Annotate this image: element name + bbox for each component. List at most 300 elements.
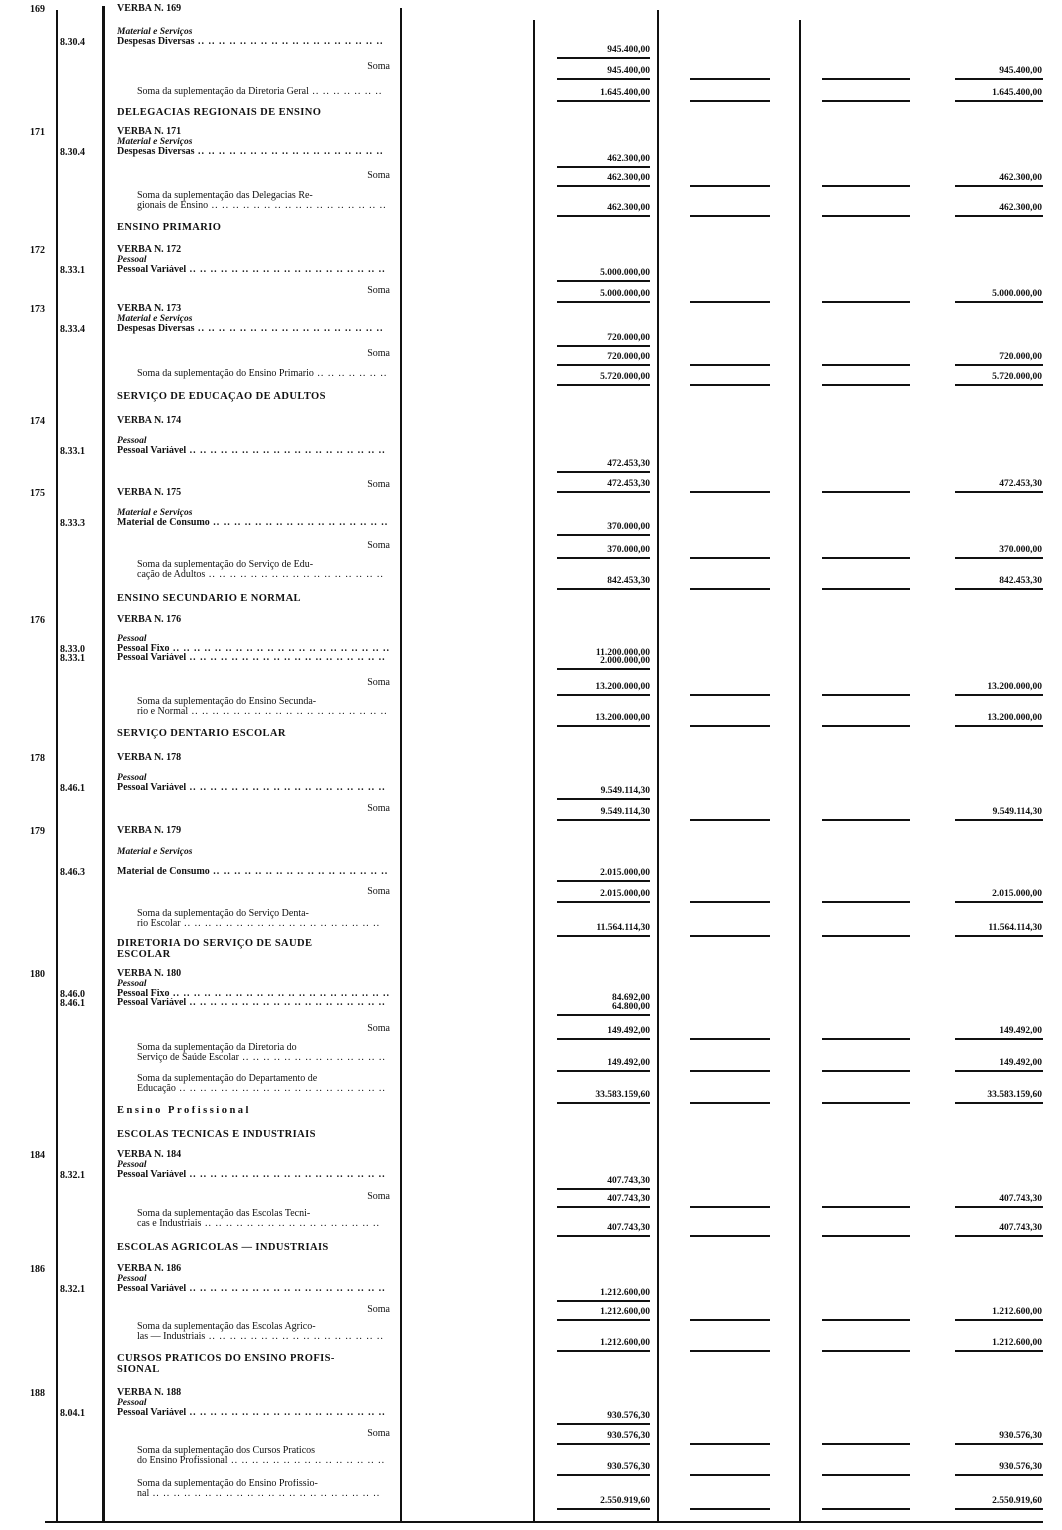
code-column-left-rule — [56, 10, 58, 1522]
description-text: ESCOLAS AGRICOLAS — INDUSTRIAIS — [117, 1242, 329, 1253]
rule — [557, 345, 650, 347]
rule — [690, 1206, 770, 1208]
amount-column-left-rule — [533, 20, 535, 1522]
verba-number: 172 — [30, 245, 45, 256]
section-title — [117, 222, 390, 233]
rule — [822, 301, 910, 303]
amount-partial: 472.453,30 — [607, 459, 650, 469]
amount-partial: 930.576,30 — [607, 1431, 650, 1441]
rule — [822, 491, 910, 493]
amount-total: 462.300,00 — [999, 203, 1042, 213]
description-text: Pessoal — [117, 634, 147, 644]
soma-label — [117, 62, 390, 72]
rule — [690, 819, 770, 821]
total-label — [137, 909, 390, 929]
description-text: Pessoal — [117, 255, 147, 265]
verba-number: 175 — [30, 488, 45, 499]
total-label — [137, 369, 390, 379]
rule — [955, 491, 1043, 493]
soma-label — [117, 1024, 390, 1034]
section-title — [117, 728, 390, 739]
description-text: VERBA N. 171 — [117, 127, 182, 137]
rule — [955, 819, 1043, 821]
rule — [955, 1443, 1043, 1445]
amount-partial: 9.549.114,30 — [600, 786, 650, 796]
verba-heading — [117, 1150, 390, 1160]
rule — [822, 1235, 910, 1237]
verba-number: 180 — [30, 969, 45, 980]
verba-heading — [117, 615, 390, 625]
amount-partial: 2.000.000,00 — [600, 656, 650, 666]
rule — [557, 880, 650, 882]
rule — [557, 1423, 650, 1425]
rule — [822, 725, 910, 727]
soma-label — [117, 349, 390, 359]
amount-partial: 720.000,00 — [607, 333, 650, 343]
description-text: VERBA N. 180 — [117, 969, 182, 979]
rule — [557, 471, 650, 473]
verba-heading — [117, 969, 390, 979]
amount-partial: 5.720.000,00 — [600, 372, 650, 382]
verba-heading — [117, 1388, 390, 1398]
description-text: VERBA N. 176 — [117, 615, 182, 625]
verba-number: 179 — [30, 826, 45, 837]
rule — [690, 78, 770, 80]
rule — [955, 1070, 1043, 1072]
description-text: Material e Serviços — [117, 847, 193, 857]
verba-heading — [117, 488, 390, 498]
amount-total: 149.492,00 — [999, 1058, 1042, 1068]
rule — [690, 1508, 770, 1510]
dotted-leader: .. .. .. .. .. .. .. .. .. .. .. .. .. .. .. .. .. .. .. — [189, 998, 386, 1008]
section-title — [117, 1129, 390, 1140]
rule — [557, 1014, 650, 1016]
description-text: VERBA N. 169 — [117, 4, 182, 14]
amount-partial: 9.549.114,30 — [600, 807, 650, 817]
rule — [557, 1350, 650, 1352]
verba-number: 174 — [30, 416, 45, 427]
rule — [690, 1102, 770, 1104]
amount-partial: 720.000,00 — [607, 352, 650, 362]
verba-heading — [117, 826, 390, 836]
rule — [557, 185, 650, 187]
amount-partial: 1.645.400,00 — [600, 88, 650, 98]
rule — [557, 78, 650, 80]
category-label — [117, 436, 390, 446]
amount-partial: 2.015.000,00 — [600, 889, 650, 899]
rule — [822, 384, 910, 386]
classification-code: 8.04.1 — [60, 1408, 85, 1419]
description-text: Pessoal Fixo — [117, 989, 170, 999]
rule — [822, 557, 910, 559]
verba-heading — [117, 753, 390, 763]
description-text: Pessoal Variável — [117, 446, 187, 456]
amount-partial: 1.212.600,00 — [600, 1288, 650, 1298]
verba-number: 171 — [30, 127, 45, 138]
soma-label — [117, 1192, 390, 1202]
dotted-leader: .. .. .. .. .. .. .. — [312, 87, 383, 97]
rule — [557, 1235, 650, 1237]
description-text: VERBA N. 184 — [117, 1150, 182, 1160]
amount-partial: 472.453,30 — [607, 479, 650, 489]
soma-label — [117, 887, 390, 897]
description-text: Pessoal Variável — [117, 653, 187, 663]
category-label — [117, 979, 390, 989]
classification-code: 8.32.1 — [60, 1170, 85, 1181]
rule — [690, 1070, 770, 1072]
rule — [955, 557, 1043, 559]
rule — [955, 1038, 1043, 1040]
description-text: Soma — [367, 541, 390, 551]
description-text: VERBA N. 172 — [117, 245, 182, 255]
description-text: Soma da suplementação do Ensino Secunda- rio e Normal — [137, 697, 317, 717]
description-text: Pessoal Variável — [117, 998, 187, 1008]
item-description — [117, 1284, 390, 1294]
description-text: VERBA N. 188 — [117, 1388, 182, 1398]
classification-code: 8.33.0 — [60, 644, 85, 655]
amount-total: 33.583.159,60 — [987, 1090, 1042, 1100]
rule — [557, 819, 650, 821]
rule — [557, 725, 650, 727]
description-text: Soma — [367, 678, 390, 688]
rule — [955, 1319, 1043, 1321]
rule — [955, 1235, 1043, 1237]
category-label — [117, 508, 390, 518]
description-text: Pessoal Variável — [117, 265, 187, 275]
description-text: ENSINO PRIMARIO — [117, 222, 222, 233]
verba-number: 176 — [30, 615, 45, 626]
amount-total: 407.743,30 — [999, 1194, 1042, 1204]
dotted-leader: .. .. .. .. .. .. .. .. .. .. .. .. .. .. .. .. .. .. .. .. .. — [173, 989, 390, 999]
rule — [822, 588, 910, 590]
rule — [557, 901, 650, 903]
dotted-leader: .. .. .. .. .. .. .. .. .. .. .. .. .. .. .. .. .. .. .. — [189, 1284, 386, 1294]
description-text: Soma — [367, 480, 390, 490]
dotted-leader: .. .. .. .. .. .. .. — [317, 369, 388, 379]
amount-partial: 33.583.159,60 — [595, 1090, 650, 1100]
amount-total: 930.576,30 — [999, 1431, 1042, 1441]
rule — [557, 557, 650, 559]
verba-heading — [117, 127, 390, 137]
amount-partial: 11.564.114,30 — [596, 923, 650, 933]
rule — [955, 78, 1043, 80]
item-description — [117, 783, 390, 793]
rule — [557, 384, 650, 386]
amount-total: 407.743,30 — [999, 1223, 1042, 1233]
classification-code: 8.33.4 — [60, 324, 85, 335]
description-text: Soma — [367, 1024, 390, 1034]
rule — [557, 1038, 650, 1040]
description-text: Material e Serviços — [117, 27, 193, 37]
classification-code: 8.32.1 — [60, 1284, 85, 1295]
rule — [557, 694, 650, 696]
description-text: Soma da suplementação do Serviço Denta- rio Escolar — [137, 909, 309, 929]
amount-total: 720.000,00 — [999, 352, 1042, 362]
amount-partial: 462.300,00 — [607, 154, 650, 164]
description-text: Material de Consumo — [117, 867, 210, 877]
dotted-leader: .. .. .. .. .. .. .. .. .. .. .. .. .. .. .. .. .. .. .. — [184, 918, 381, 929]
description-text: Pessoal — [117, 1274, 147, 1284]
rule — [690, 935, 770, 937]
rule — [955, 935, 1043, 937]
description-text: Pessoal — [117, 436, 147, 446]
verba-heading — [117, 1264, 390, 1274]
amount-total: 13.200.000,00 — [987, 682, 1042, 692]
rule — [822, 819, 910, 821]
verba-number: 186 — [30, 1264, 45, 1275]
rule — [822, 364, 910, 366]
rule — [690, 588, 770, 590]
section-title — [117, 1353, 390, 1375]
description-text: Soma — [367, 1192, 390, 1202]
category-label — [117, 847, 390, 857]
rule — [690, 1235, 770, 1237]
rule — [955, 1474, 1043, 1476]
rule — [557, 1319, 650, 1321]
section-title — [117, 107, 390, 118]
category-label — [117, 634, 390, 644]
verba-heading — [117, 4, 390, 14]
rule — [557, 935, 650, 937]
description-text: Soma da suplementação do Serviço de Edu- cação de Adultos — [137, 560, 314, 580]
verba-number: 173 — [30, 304, 45, 315]
description-text: Pessoal Fixo — [117, 644, 170, 654]
rule — [955, 1508, 1043, 1510]
rule — [690, 1319, 770, 1321]
amount-total: 930.576,30 — [999, 1462, 1042, 1472]
rule — [557, 1070, 650, 1072]
description-column-left-rule — [102, 6, 105, 1522]
amount-partial: 462.300,00 — [607, 203, 650, 213]
amount-total: 945.400,00 — [999, 66, 1042, 76]
rule — [557, 364, 650, 366]
rule — [690, 1474, 770, 1476]
rule — [955, 694, 1043, 696]
rule — [557, 280, 650, 282]
item-description — [117, 867, 390, 877]
rule — [955, 1206, 1043, 1208]
amount-partial: 407.743,30 — [607, 1176, 650, 1186]
total-label — [137, 1074, 390, 1094]
amount-partial: 149.492,00 — [607, 1026, 650, 1036]
rule — [557, 100, 650, 102]
amount-partial: 64.800,00 — [612, 1002, 650, 1012]
description-text: Ensino Profissional — [117, 1106, 251, 1116]
classification-code: 8.33.1 — [60, 265, 85, 276]
rule — [557, 1206, 650, 1208]
dotted-leader: .. .. .. .. .. .. .. .. .. .. .. .. .. .. .. .. .. — [213, 518, 389, 528]
item-description — [117, 147, 390, 157]
amount-total: 9.549.114,30 — [992, 807, 1042, 817]
rule — [822, 935, 910, 937]
rule — [822, 1102, 910, 1104]
bottom-rule — [45, 1521, 1043, 1523]
verba-heading — [117, 416, 390, 426]
middle-column-rule — [799, 20, 801, 1522]
dotted-leader: .. .. .. .. .. .. .. .. .. .. .. .. .. .. — [242, 1052, 386, 1063]
rule — [557, 166, 650, 168]
description-column-right-rule — [400, 8, 402, 1522]
total-label — [137, 1209, 390, 1229]
rule — [822, 694, 910, 696]
rule — [822, 1319, 910, 1321]
amount-total: 11.564.114,30 — [988, 923, 1042, 933]
rule — [557, 534, 650, 536]
dotted-leader: .. .. .. .. .. .. .. .. .. .. .. .. .. .. .. .. .. — [208, 1331, 384, 1342]
description-text: Soma — [367, 1305, 390, 1315]
amount-partial: 5.000.000,00 — [600, 289, 650, 299]
dotted-leader: .. .. .. .. .. .. .. .. .. .. .. .. .. .. .. .. .. — [208, 569, 384, 580]
amount-total: 472.453,30 — [999, 479, 1042, 489]
dotted-leader: .. .. .. .. .. .. .. .. .. .. .. .. .. .. .. .. .. — [204, 1218, 380, 1229]
description-text: Soma da suplementação do Ensino Primario — [137, 369, 314, 379]
amount-partial: 930.576,30 — [607, 1411, 650, 1421]
description-text: Pessoal — [117, 979, 147, 989]
rule — [822, 100, 910, 102]
dotted-leader: .. .. .. .. .. .. .. .. .. .. .. .. .. .. .. .. .. .. .. .. — [179, 1083, 386, 1094]
verba-heading — [117, 304, 390, 314]
rule — [822, 185, 910, 187]
category-label — [117, 137, 390, 147]
item-description — [117, 1408, 390, 1418]
soma-label — [117, 678, 390, 688]
total-label — [137, 87, 390, 97]
verba-number: 178 — [30, 753, 45, 764]
category-label — [117, 1160, 390, 1170]
description-text: VERBA N. 174 — [117, 416, 182, 426]
classification-code: 8.46.3 — [60, 867, 85, 878]
dotted-leader: .. .. .. .. .. .. .. .. .. .. .. .. .. .. .. .. .. .. .. .. .. — [173, 644, 390, 654]
rule — [955, 100, 1043, 102]
rule — [557, 1443, 650, 1445]
amount-partial: 1.212.600,00 — [600, 1307, 650, 1317]
rule — [955, 215, 1043, 217]
amount-partial: 2.015.000,00 — [600, 868, 650, 878]
total-label — [137, 697, 390, 717]
description-text: Material e Serviços — [117, 314, 193, 324]
description-text: Soma — [367, 286, 390, 296]
description-text: ESCOLAS TECNICAS E INDUSTRIAIS — [117, 1129, 316, 1140]
section-title — [117, 391, 390, 402]
rule — [557, 1102, 650, 1104]
rule — [822, 1443, 910, 1445]
soma-label — [117, 171, 390, 181]
description-text: Soma — [367, 349, 390, 359]
amount-partial: 13.200.000,00 — [595, 682, 650, 692]
amount-total: 842.453,30 — [999, 576, 1042, 586]
category-label — [117, 255, 390, 265]
description-text: Soma da suplementação das Escolas Tecni- cas e Industriais — [137, 1209, 311, 1229]
soma-label — [117, 1429, 390, 1439]
rule — [690, 100, 770, 102]
description-text: Soma — [367, 171, 390, 181]
item-description — [117, 998, 390, 1008]
rule — [822, 901, 910, 903]
amount-partial: 149.492,00 — [607, 1058, 650, 1068]
category-label — [117, 773, 390, 783]
rule — [955, 588, 1043, 590]
dotted-leader: .. .. .. .. .. .. .. .. .. .. .. .. .. .. .. .. .. .. .. — [189, 265, 386, 275]
description-text: Soma da suplementação da Diretoria Geral — [137, 87, 309, 97]
verba-heading — [117, 245, 390, 255]
item-description — [117, 518, 390, 528]
total-label — [137, 560, 390, 580]
description-text: DIRETORIA DO SERVIÇO DE SAUDE ESCOLAR — [117, 938, 313, 960]
description-text: Pessoal Variável — [117, 1408, 187, 1418]
description-text: Soma — [367, 62, 390, 72]
description-text: VERBA N. 186 — [117, 1264, 182, 1274]
amount-partial: 407.743,30 — [607, 1194, 650, 1204]
total-label — [137, 191, 390, 211]
description-text: VERBA N. 173 — [117, 304, 182, 314]
amount-total: 2.550.919,60 — [992, 1496, 1042, 1506]
section-title — [117, 1106, 390, 1116]
rule — [690, 1443, 770, 1445]
rule — [557, 57, 650, 59]
amount-partial: 5.000.000,00 — [600, 268, 650, 278]
description-text: Soma — [367, 804, 390, 814]
description-text: Soma da suplementação das Escolas Agrico- las — Industriais — [137, 1322, 316, 1342]
description-text: SERVIÇO DE EDUCAÇAO DE ADULTOS — [117, 391, 326, 402]
amount-partial: 462.300,00 — [607, 173, 650, 183]
description-text: CURSOS PRATICOS DO ENSINO PROFIS- SIONAL — [117, 1353, 335, 1375]
amount-partial: 370.000,00 — [607, 522, 650, 532]
dotted-leader: .. .. .. .. .. .. .. .. .. .. .. .. .. .. .. .. .. .. .. — [189, 1170, 386, 1180]
description-text: Soma da suplementação do Departamento de Educação — [137, 1074, 318, 1094]
item-description — [117, 1170, 390, 1180]
dotted-leader: .. .. .. .. .. .. .. .. .. .. .. .. .. .. .. .. .. .. .. — [189, 446, 386, 456]
rule — [557, 1300, 650, 1302]
description-text: DELEGACIAS REGIONAIS DE ENSINO — [117, 107, 322, 118]
amount-total: 370.000,00 — [999, 545, 1042, 555]
description-text: Soma — [367, 1429, 390, 1439]
soma-label — [117, 541, 390, 551]
description-text: Pessoal — [117, 1160, 147, 1170]
rule — [690, 491, 770, 493]
rule — [690, 185, 770, 187]
rule — [955, 185, 1043, 187]
rule — [955, 384, 1043, 386]
item-description — [117, 37, 390, 47]
rule — [955, 364, 1043, 366]
rule — [690, 725, 770, 727]
total-label — [137, 1479, 390, 1499]
description-text: Soma da suplementação das Delegacias Re- gionais de Ensino — [137, 191, 313, 211]
rule — [557, 798, 650, 800]
amount-partial: 13.200.000,00 — [595, 713, 650, 723]
amount-partial: 1.212.600,00 — [600, 1338, 650, 1348]
section-title — [117, 593, 390, 604]
description-text: Soma — [367, 887, 390, 897]
amount-total: 462.300,00 — [999, 173, 1042, 183]
description-text: Material de Consumo — [117, 518, 210, 528]
amount-partial: 370.000,00 — [607, 545, 650, 555]
amount-total: 2.015.000,00 — [992, 889, 1042, 899]
rule — [690, 557, 770, 559]
item-description — [117, 653, 390, 663]
rule — [822, 1508, 910, 1510]
section-title — [117, 1242, 390, 1253]
amount-partial: 84.692,00 — [612, 993, 650, 1003]
item-description — [117, 324, 390, 334]
rule — [690, 364, 770, 366]
rule — [690, 901, 770, 903]
amount-total: 5.000.000,00 — [992, 289, 1042, 299]
amount-partial: 11.200.000,00 — [595, 648, 650, 658]
dotted-leader: .. .. .. .. .. .. .. .. .. .. .. .. .. .. .. .. .. .. .. — [189, 783, 386, 793]
amount-partial: 945.400,00 — [607, 45, 650, 55]
description-text: Pessoal — [117, 773, 147, 783]
